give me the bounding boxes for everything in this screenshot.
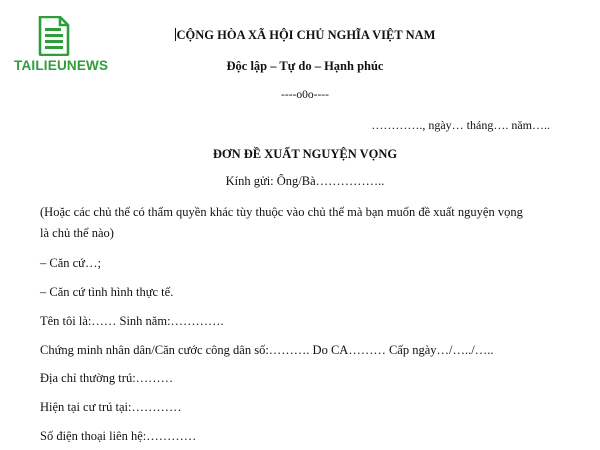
ornament-divider: ----o0o---- xyxy=(281,89,329,101)
id-field-line: Chứng minh nhân dân/Căn cước công dân số:………. Do CA……… Cấp ngày…/…../….. xyxy=(40,343,494,357)
address-field-line: Địa chỉ thường trú:……… xyxy=(40,371,174,385)
document-icon xyxy=(37,16,71,56)
phone-field-line: Số điện thoại liên hệ:………… xyxy=(40,429,197,443)
residence-field-line: Hiện tại cư trú tại:………… xyxy=(40,400,182,414)
note-line-1: (Hoặc các chủ thể có thẩm quyền khác tùy thuộc vào chủ thể mà bạn muốn đề xuất nguyện vọng xyxy=(40,205,523,219)
name-field-line: Tên tôi là:…… Sinh năm:…………. xyxy=(40,314,224,328)
motto: Độc lập – Tự do – Hạnh phúc xyxy=(226,59,384,73)
national-title xyxy=(80,27,530,43)
recipient-line: Kính gửi: Ông/Bà…………….. xyxy=(225,174,385,188)
document-title: ĐƠN ĐỀ XUẤT NGUYỆN VỌNG xyxy=(212,147,398,161)
note-line-2: là chủ thể nào) xyxy=(40,226,114,240)
place-date: …………., ngày… tháng…. năm….. xyxy=(371,118,550,132)
national-title-text: CỘNG HÒA XÃ HỘI CHỦ NGHĨA VIỆT NAM xyxy=(176,28,436,42)
logo-text: TAILIEUNEWS xyxy=(14,58,109,73)
text-cursor xyxy=(175,28,176,41)
basis-line-1: – Căn cứ…; xyxy=(40,256,101,270)
basis-line-2: – Căn cứ tình hình thực tế. xyxy=(40,285,174,299)
